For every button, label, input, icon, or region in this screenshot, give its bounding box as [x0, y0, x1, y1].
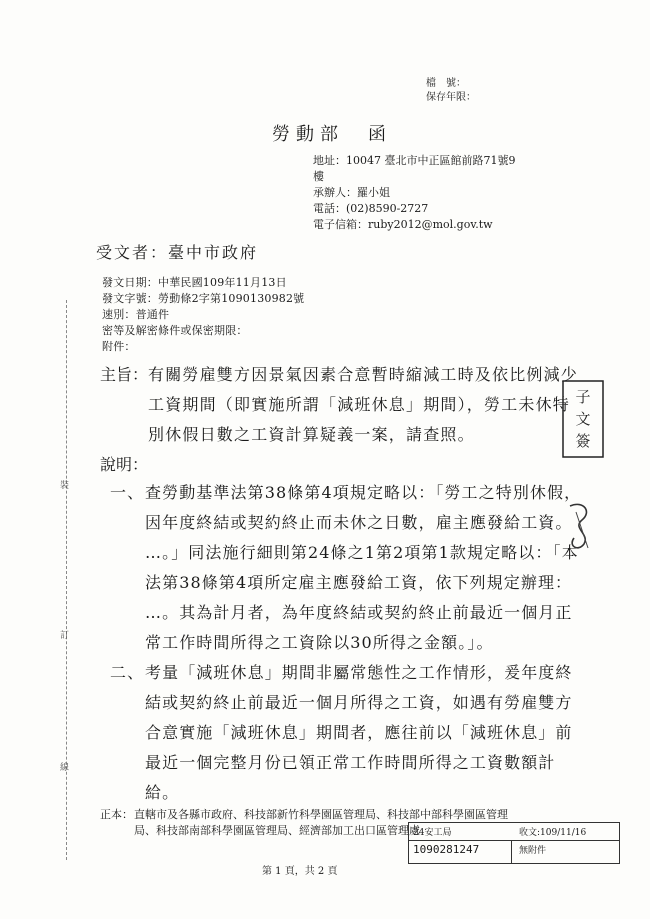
copy-to-line-2: 局、科技部南部科學園區管理局、經濟部加工出口區管理處	[134, 824, 420, 837]
item2-line-4: 最近一個完整月份已領正常工作時間所得之工資數額計	[145, 753, 556, 772]
binding-line	[66, 300, 67, 860]
item1-line-6: 常工作時間所得之工資除以30所得之金額。」。	[145, 633, 494, 652]
sender-contact: 承辦人：羅小姐	[313, 186, 390, 199]
stamp-divider-vertical	[511, 840, 512, 863]
subject-line-1: 有關勞雇雙方因景氣因素合意暫時縮減工時及依比例減少	[148, 365, 579, 384]
explanation-label: 說明：	[100, 455, 149, 474]
binding-mark-3: 線	[60, 763, 70, 773]
issue-date: 發文日期：中華民國109年11月13日	[102, 276, 287, 289]
seal-char-2: 文	[575, 410, 591, 428]
copy-to-label: 正本：	[100, 808, 133, 821]
stamp-divider-horizontal	[409, 840, 619, 841]
item2-line-5: 給。	[145, 783, 180, 802]
approval-seal	[560, 378, 606, 460]
item1-line-2: 因年度終結或契約終止而未休之日數，雇主應發給工資。	[145, 513, 573, 532]
item1-marker: 一、	[110, 483, 145, 502]
receipt-office: 24安工局	[413, 828, 452, 838]
security-level: 密等及解密條件或保密期限：	[102, 324, 248, 337]
binding-mark-1: 裝	[60, 481, 70, 491]
sender-phone: 電話：(02)8590-2727	[313, 202, 429, 215]
seal-char-1: 子	[575, 388, 591, 406]
receipt-doc-number: 1090281247	[413, 843, 480, 856]
page-number: 第 1 頁，共 2 頁	[262, 866, 338, 877]
delivery-speed: 速別：普通件	[102, 308, 170, 321]
item1-line-4: 法第38條第4項所定雇主應發給工資，依下列規定辦理：	[145, 573, 573, 592]
issue-number: 發文字號：勞動條2字第1090130982號	[102, 292, 305, 305]
item2-line-2: 結或契約終止前最近一個月所得之工資，如遇有勞雇雙方	[145, 693, 573, 712]
copy-to-line-1: 直轄市及各縣市政府、科技部新竹科學園區管理局、科技部中部科學園區管理	[134, 808, 508, 821]
sender-address: 地址：10047 臺北市中正區館前路71號9	[313, 154, 516, 167]
receipt-date: 收文:109/11/16	[519, 828, 587, 838]
retention-label: 保存年限：	[426, 92, 476, 103]
seal-char-3: 簽	[575, 432, 591, 450]
document-title: 勞動部 函	[272, 124, 392, 145]
subject-line-2: 工資期間（即實施所謂「減班休息」期間），勞工未休特	[148, 395, 571, 414]
item2-line-1: 考量「減班休息」期間非屬常態性之工作情形，爰年度終	[145, 663, 573, 682]
item2-marker: 二、	[110, 663, 145, 682]
recipient: 受文者：臺中市政府	[96, 243, 259, 262]
subject-line-3: 別休假日數之工資計算疑義一案，請查照。	[148, 425, 475, 444]
item2-line-3: 合意實施「減班休息」期間者，應往前以「減班休息」前	[145, 723, 573, 742]
receipt-stamp	[408, 822, 620, 864]
sender-email: 電子信箱：ruby2012@mol.gov.tw	[313, 218, 493, 231]
subject-label: 主旨：	[100, 365, 149, 384]
item1-line-3: …。」同法施行細則第24條之1第2項第1款規定略以：「本	[145, 543, 579, 562]
item1-line-5: …。其為計月者，為年度終結或契約終止前最近一個月正	[145, 603, 573, 622]
sender-address-cont: 樓	[313, 170, 324, 183]
item1-line-1: 查勞動基準法第38條第4項規定略以：「勞工之特別休假，	[145, 483, 582, 502]
binding-mark-2: 訂	[60, 631, 70, 641]
file-number-label: 檔 號：	[426, 78, 466, 89]
handwritten-mark	[564, 498, 598, 554]
attachment-label: 附件：	[102, 340, 136, 353]
receipt-attachments: 無附件	[519, 846, 547, 856]
